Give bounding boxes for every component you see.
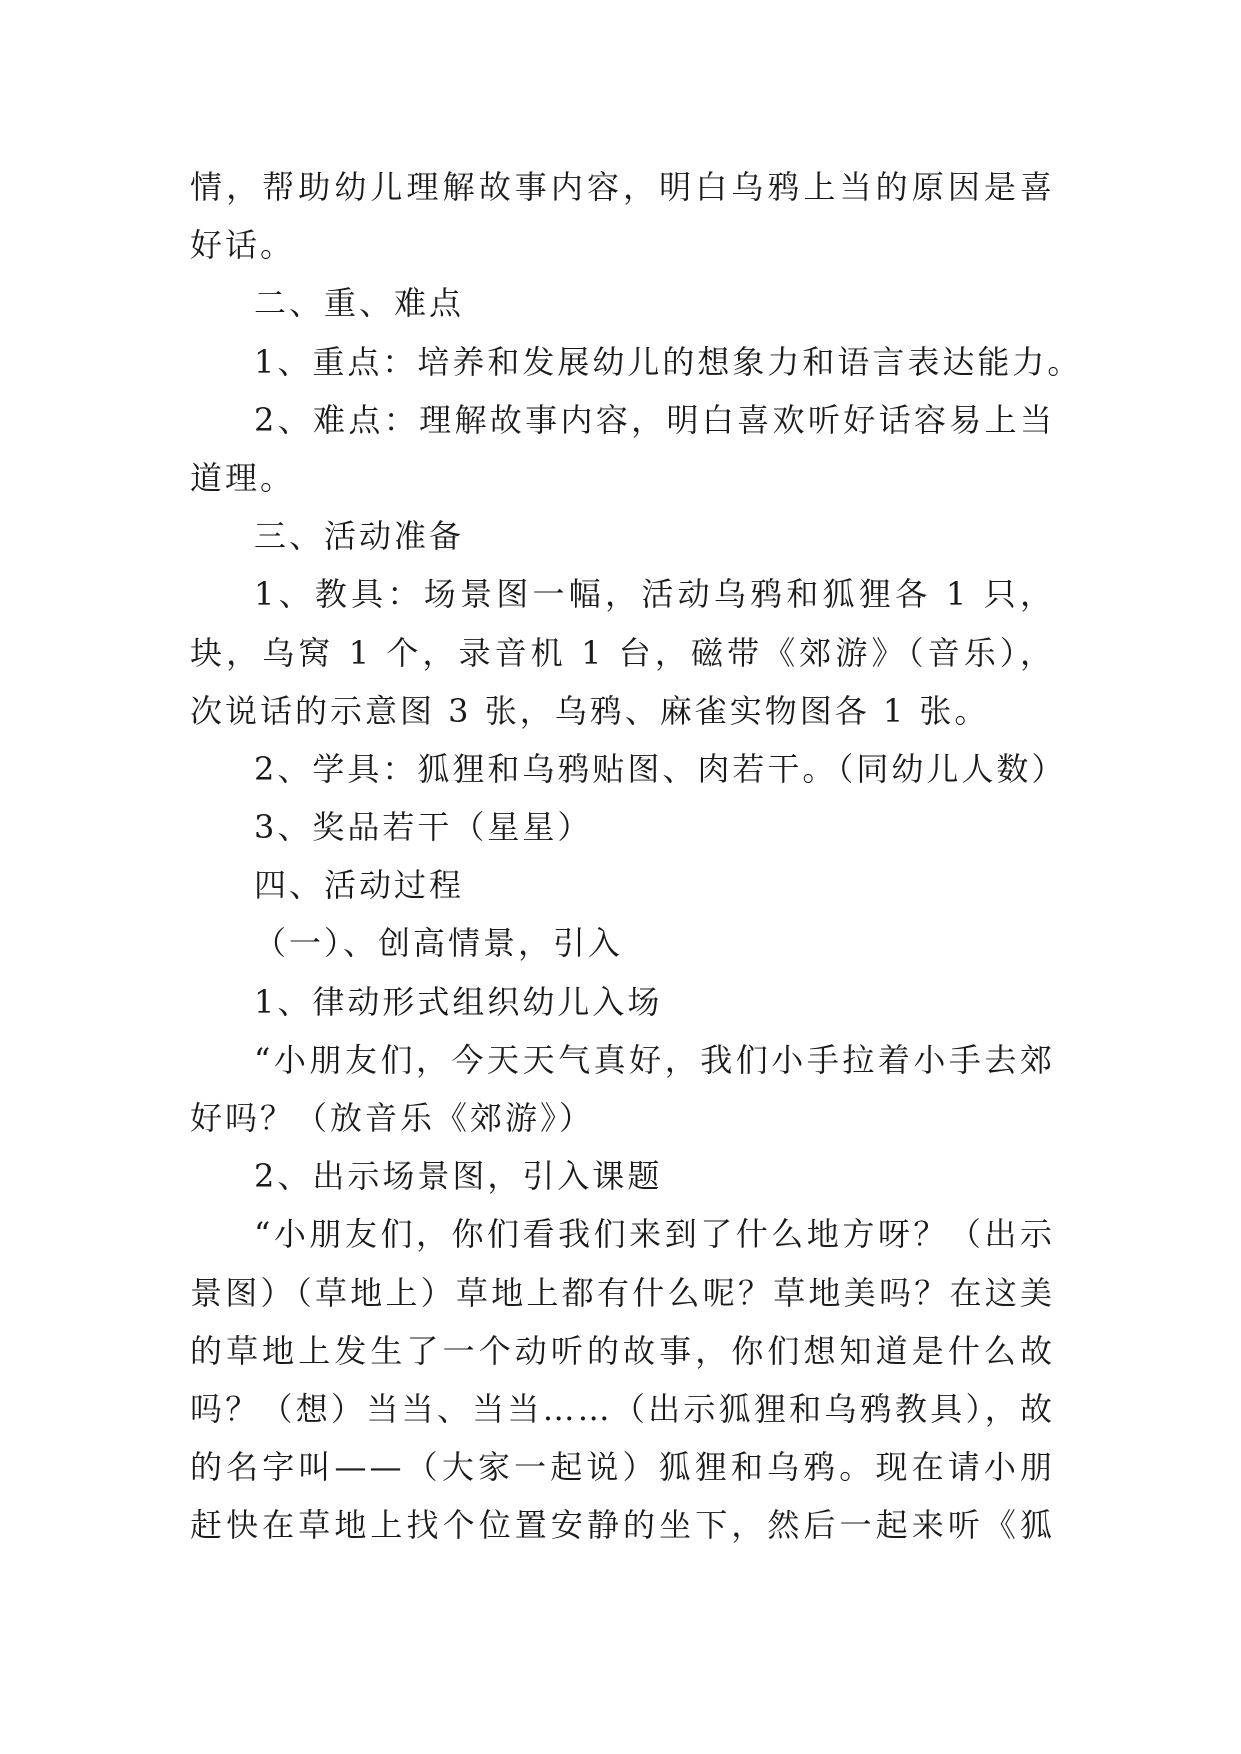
paragraph-line: 情，帮助幼儿理解故事内容，明白乌鸦上当的原因是喜 [190, 168, 1055, 206]
list-item: 1、重点：培养和发展幼儿的想象力和语言表达能力。 [254, 342, 1083, 381]
list-item: 1、教具：场景图一幅，活动乌鸦和狐狸各 1 只， [254, 575, 1055, 614]
quote-line: 的名字叫——（大家一起说）狐狸和乌鸦。现在请小朋 [190, 1448, 1055, 1487]
list-item: 1、律动形式组织幼儿入场 [254, 982, 663, 1021]
quote-line: 景图）（草地上）草地上都有什么呢？草地美吗？在这美 [190, 1273, 1055, 1312]
list-item: 2、学具：狐狸和乌鸦贴图、肉若干。（同幼儿人数） [254, 749, 1067, 788]
quote-line: 赶快在草地上找个位置安静的坐下，然后一起来听《狐 [190, 1506, 1055, 1545]
list-item: 3、奖品若干（星星） [254, 808, 593, 847]
list-item: 2、难点：理解故事内容，明白喜欢听好话容易上当 [254, 400, 1055, 439]
section-heading: 三、活动准备 [254, 517, 465, 556]
paragraph-line: 好话。 [190, 226, 296, 265]
quote-line: “小朋友们，今天天气真好，我们小手拉着小手去郊 [254, 1040, 1055, 1079]
quote-line: 吗？（想）当当、当当……（出示狐狸和乌鸦教具），故 [190, 1389, 1055, 1428]
quote-line: 的草地上发生了一个动听的故事，你们想知道是什么故 [190, 1331, 1055, 1370]
paragraph-line: 次说话的示意图 3 张，乌鸦、麻雀实物图各 1 张。 [190, 691, 990, 730]
list-item: 2、出示场景图，引入课题 [254, 1157, 663, 1196]
quote-line: 好吗？（放音乐《郊游》） [190, 1099, 595, 1137]
paragraph-line: 块，乌窝 1 个，录音机 1 台，磁带《郊游》（音乐）， [190, 633, 1055, 672]
quote-line: “小朋友们，你们看我们来到了什么地方呀？（出示 [254, 1215, 1055, 1254]
paragraph-line: 道理。 [190, 458, 296, 497]
section-heading: 四、活动过程 [254, 866, 465, 905]
subsection-heading: （一）、创高情景，引入 [254, 924, 624, 963]
section-heading: 二、重、难点 [254, 284, 465, 323]
document-body [190, 158, 1083, 1555]
